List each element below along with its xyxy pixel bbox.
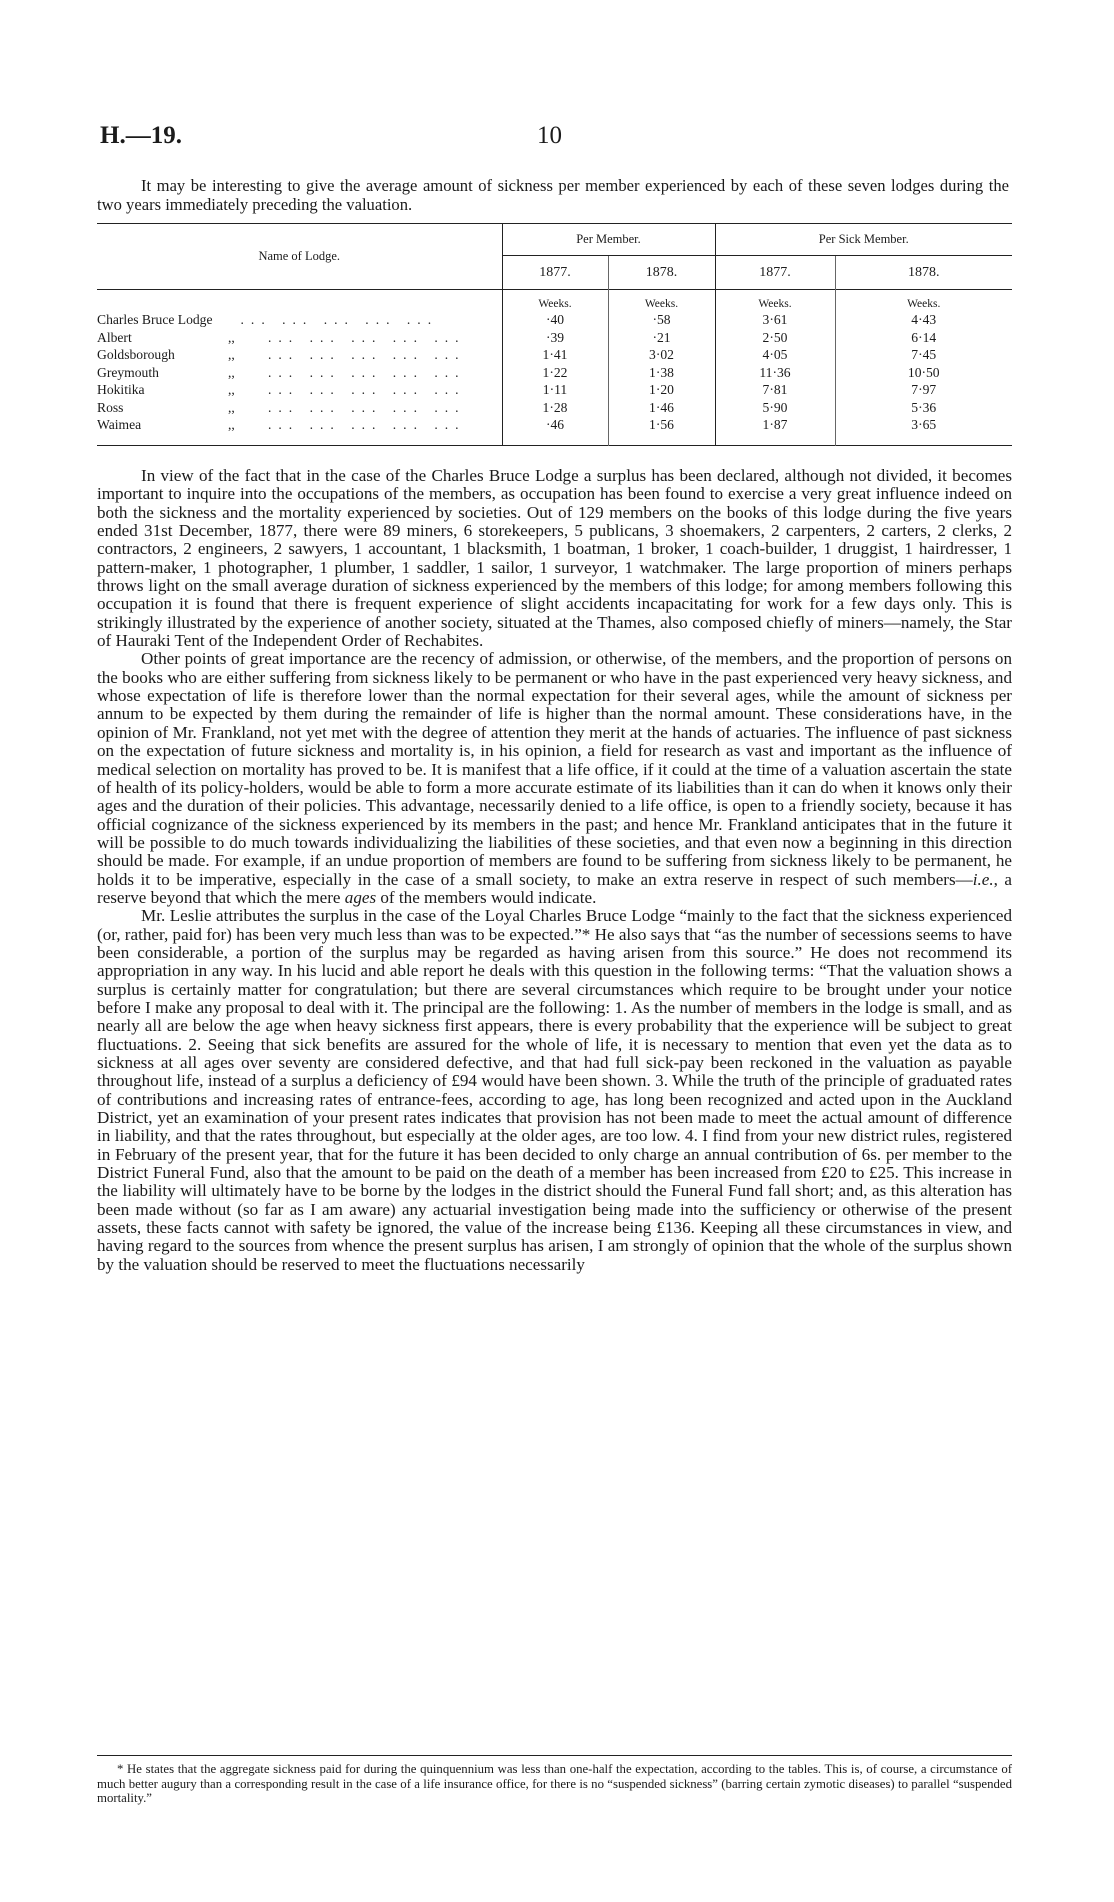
value-cell: ·39 (502, 329, 608, 347)
value-cell: 4·05 (715, 346, 835, 364)
table-row (97, 311, 1012, 329)
footnote-divider (97, 1755, 1012, 1756)
italic-text: i.e. (972, 869, 994, 889)
table-row (97, 381, 1012, 399)
lodge-name: Greymouth (97, 364, 159, 380)
leader-dots: ... ... ... ... ... (268, 382, 466, 397)
value-cell: ·40 (502, 311, 608, 329)
value-cell: 1·20 (608, 381, 715, 399)
value-cell: 3·02 (608, 346, 715, 364)
value-cell: 1·22 (502, 364, 608, 382)
value-cell: 7·45 (835, 346, 1012, 364)
value-cell: 1·56 (608, 416, 715, 445)
intro-paragraph: It may be interesting to give the average amount of sickness per member experienced by each of these seven lodges during the two years immediately preceding the valuation. (97, 176, 1009, 214)
ditto-mark: ,, (228, 417, 235, 432)
unit-label: Weeks. (502, 290, 608, 312)
table-row (97, 346, 1012, 364)
value-cell: 2·50 (715, 329, 835, 347)
leader-dots: ... ... ... ... ... (268, 417, 466, 432)
lodge-name: Hokitika (97, 382, 145, 397)
table-row (97, 329, 1012, 347)
ditto-mark: ,, (228, 399, 235, 415)
lodge-name: Goldsborough (97, 347, 175, 362)
value-cell: 7·97 (835, 381, 1012, 399)
paragraph: In view of the fact that in the case of the Charles Bruce Lodge a surplus has been declared, although not divided, it becomes important to inquire into the occupations of the members, as occupation has been found to exercise a very great influence indeed on both the sickness and the mortality experienced by societies. Out of 129 members on the books of this lodge during the five years ended 31st December, 1877, there were 89 miners, 6 storekeepers, 5 publicans, 3 shoemakers, 2 carpenters, 2 carters, 2 clerks, 2 contractors, 2 engineers, 2 sawyers, 1 accountant, 1 blacksmith, 1 boatman, 1 broker, 1 coach-builder, 1 druggist, 1 hairdresser, 1 pattern-maker, 1 photographer, 1 plumber, 1 saddler, 1 sailor, 1 surveyor, 1 watchmaker. The large proportion of miners perhaps throws light on the small average duration of sickness experienced by the members of this lodge; for among members following this occupation it is found that there is frequent experience of slight accidents incapacitating for work for a few days only. This is strikingly illustrated by the experience of another society, situated at the Thames, also composed chiefly of miners—namely, the Star of Hauraki Tent of the Independent Order of Rechabites. (97, 466, 1012, 651)
value-cell: ·58 (608, 311, 715, 329)
ditto-mark: ,, (228, 329, 235, 345)
table-row (97, 399, 1012, 417)
lodge-name: Ross (97, 399, 124, 415)
leader-dots: ... ... ... ... ... (268, 329, 466, 345)
year-header: 1877. (502, 256, 608, 290)
sickness-table (97, 223, 1012, 446)
value-cell: 1·41 (502, 346, 608, 364)
paragraph: Mr. Leslie attributes the surplus in the case of the Loyal Charles Bruce Lodge “mainly to the fact that the sickness experienced (or, rather, paid for) has been very much less than was to be expected.”* He also says that “as the number of secessions seems to have been considerable, a portion of the surplus may be regarded as having arisen from this source.” He does not recommend its appropriation in any way. In his lucid and able report he deals with this question in the following terms: “That the valuation shows a surplus is certainly matter for congratulation; but there are several circumstances which require to be brought under your notice before I make any proposal to deal with it. The principal are the following: 1. As the number of members in the lodge is small, and as nearly all are below the age when heavy sickness first appears, there is every probability that the experience will be subject to great fluctuations. 2. Seeing that sick benefits are assured for the whole of life, it is necessary to mention that even yet the data as to sickness at all ages over seventy are considered defective, and that had full sick-pay been reckoned in the valuation as payable throughout life, instead of a surplus a deficiency of £94 would have been shown. 3. While the truth of the principle of graduated rates of contributions and increasing rates of entrance-fees, according to age, has long been recognized and acted upon in the Auckland District, yet an examination of your present rates indicates that provision has not been made to meet the actual amount of difference in liability, and that the rates throughout, but especially at the older ages, are too low. 4. I find from your new district rules, registered in February of the present year, that for the future it has been decided to only charge an annual contribution of 6s. per member to the District Funeral Fund, also that the amount to be paid on the death of a member has been increased from £20 to £25. This increase in the liability will ultimately have to be borne by the lodges in the district should the Funeral Fund fall short; and, as this alteration has been made without (so far as I am aware) any actuarial investigation being made into the sufficiency or otherwise of the present assets, these facts cannot with safety be ignored, the value of the increase being £136. Keeping all these circumstances in view, and having regard to the sources from whence the present surplus has arisen, I am strongly of opinion that the whole of the surplus shown by the valuation should be reserved to meet the fluctuations necessarily (97, 906, 1012, 1274)
value-cell: 1·87 (715, 416, 835, 445)
leader-dots: ... ... ... ... ... (240, 312, 439, 327)
year-header: 1878. (608, 256, 715, 290)
value-cell: 1·46 (608, 399, 715, 417)
lodge-name: Waimea (97, 417, 142, 432)
name-of-lodge-header: Name of Lodge. (97, 224, 502, 290)
value-cell: ·46 (502, 416, 608, 445)
lodge-name: Charles Bruce Lodge (97, 312, 213, 327)
per-member-header: Per Member. (502, 224, 715, 256)
year-header: 1877. (715, 256, 835, 290)
italic-text: ages (344, 887, 377, 907)
paragraph-text: Other points of great importance are the recency of admission, or otherwise, of the members, and the proportion of persons on the books who are either suffering from sickness likely to be permanent or who have in the past experienced very heavy sickness, and whose expectation of life is therefore lower than the normal expectation for their several ages, while the amount of sickness per annum to be expected by them during the remainder of life is higher than the normal amount. These considerations have, in the opinion of Mr. Frankland, not yet met with the degree of attention they merit at the hands of actuaries. The influence of past sickness on the expectation of future sickness and mortality is, in his opinion, a field for research as vast and important as the influence of medical selection on mortality has proved to be. It is manifest that a life office, if it could at the time of a valuation ascertain the state of health of its policy-holders, would be able to form a more accurate estimate of its liabilities than it can do when it knows only their ages and the duration of their policies. This advantage, necessarily denied to a life office, is open to a friendly society, because it has official cognizance of the sickness experienced by its members in the past; and hence Mr. Frankland anticipates that in the future it will be possible to do much towards individualizing the liabilities of these societies, and that even now a beginning in this direction should be made. For example, if an undue proportion of members are found to be suffering from sickness likely to be permanent, he holds it to be imperative, especially in the case of a small society, to make an extra reserve in respect of such members— (97, 649, 1012, 889)
ditto-mark: ,, (228, 347, 235, 362)
value-cell: 1·28 (502, 399, 608, 417)
lodge-name: Albert (97, 329, 132, 345)
paragraph-text: , a reserve beyond that which the mere (97, 869, 1013, 907)
paragraph (97, 650, 1012, 907)
per-sick-member-header: Per Sick Member. (715, 224, 1012, 256)
value-cell: 5·36 (835, 399, 1012, 417)
table-row (97, 364, 1012, 382)
leader-dots: ... ... ... ... ... (268, 364, 466, 380)
value-cell: ·21 (608, 329, 715, 347)
value-cell: 6·14 (835, 329, 1012, 347)
value-cell: 3·61 (715, 311, 835, 329)
ditto-mark: ,, (228, 382, 235, 397)
table-row (97, 416, 1012, 445)
value-cell: 1·11 (502, 381, 608, 399)
value-cell: 4·43 (835, 311, 1012, 329)
page-reference: H.—19. (100, 122, 182, 149)
leader-dots: ... ... ... ... ... (268, 399, 466, 415)
unit-label: Weeks. (835, 290, 1012, 312)
value-cell: 5·90 (715, 399, 835, 417)
value-cell: 1·38 (608, 364, 715, 382)
value-cell: 11·36 (715, 364, 835, 382)
paragraph-text: of the members would indicate. (376, 887, 597, 907)
footnote: * He states that the aggregate sickness paid for during the quinquennium was less than one-half the expectation, according to the tables. This is, of course, a circumstance of much better augury than a corresponding result in the case of a life insurance office, for there is no “suspended sickness” (barring certain zymotic diseases) to parallel “suspended mortality.” (97, 1762, 1012, 1805)
page-number: 10 (537, 122, 562, 149)
ditto-mark: ,, (228, 364, 235, 380)
unit-label: Weeks. (715, 290, 835, 312)
value-cell: 3·65 (835, 416, 1012, 445)
value-cell: 10·50 (835, 364, 1012, 382)
body-text (97, 467, 1012, 1274)
value-cell: 7·81 (715, 381, 835, 399)
unit-label: Weeks. (608, 290, 715, 312)
year-header: 1878. (835, 256, 1012, 290)
leader-dots: ... ... ... ... ... (268, 347, 466, 362)
